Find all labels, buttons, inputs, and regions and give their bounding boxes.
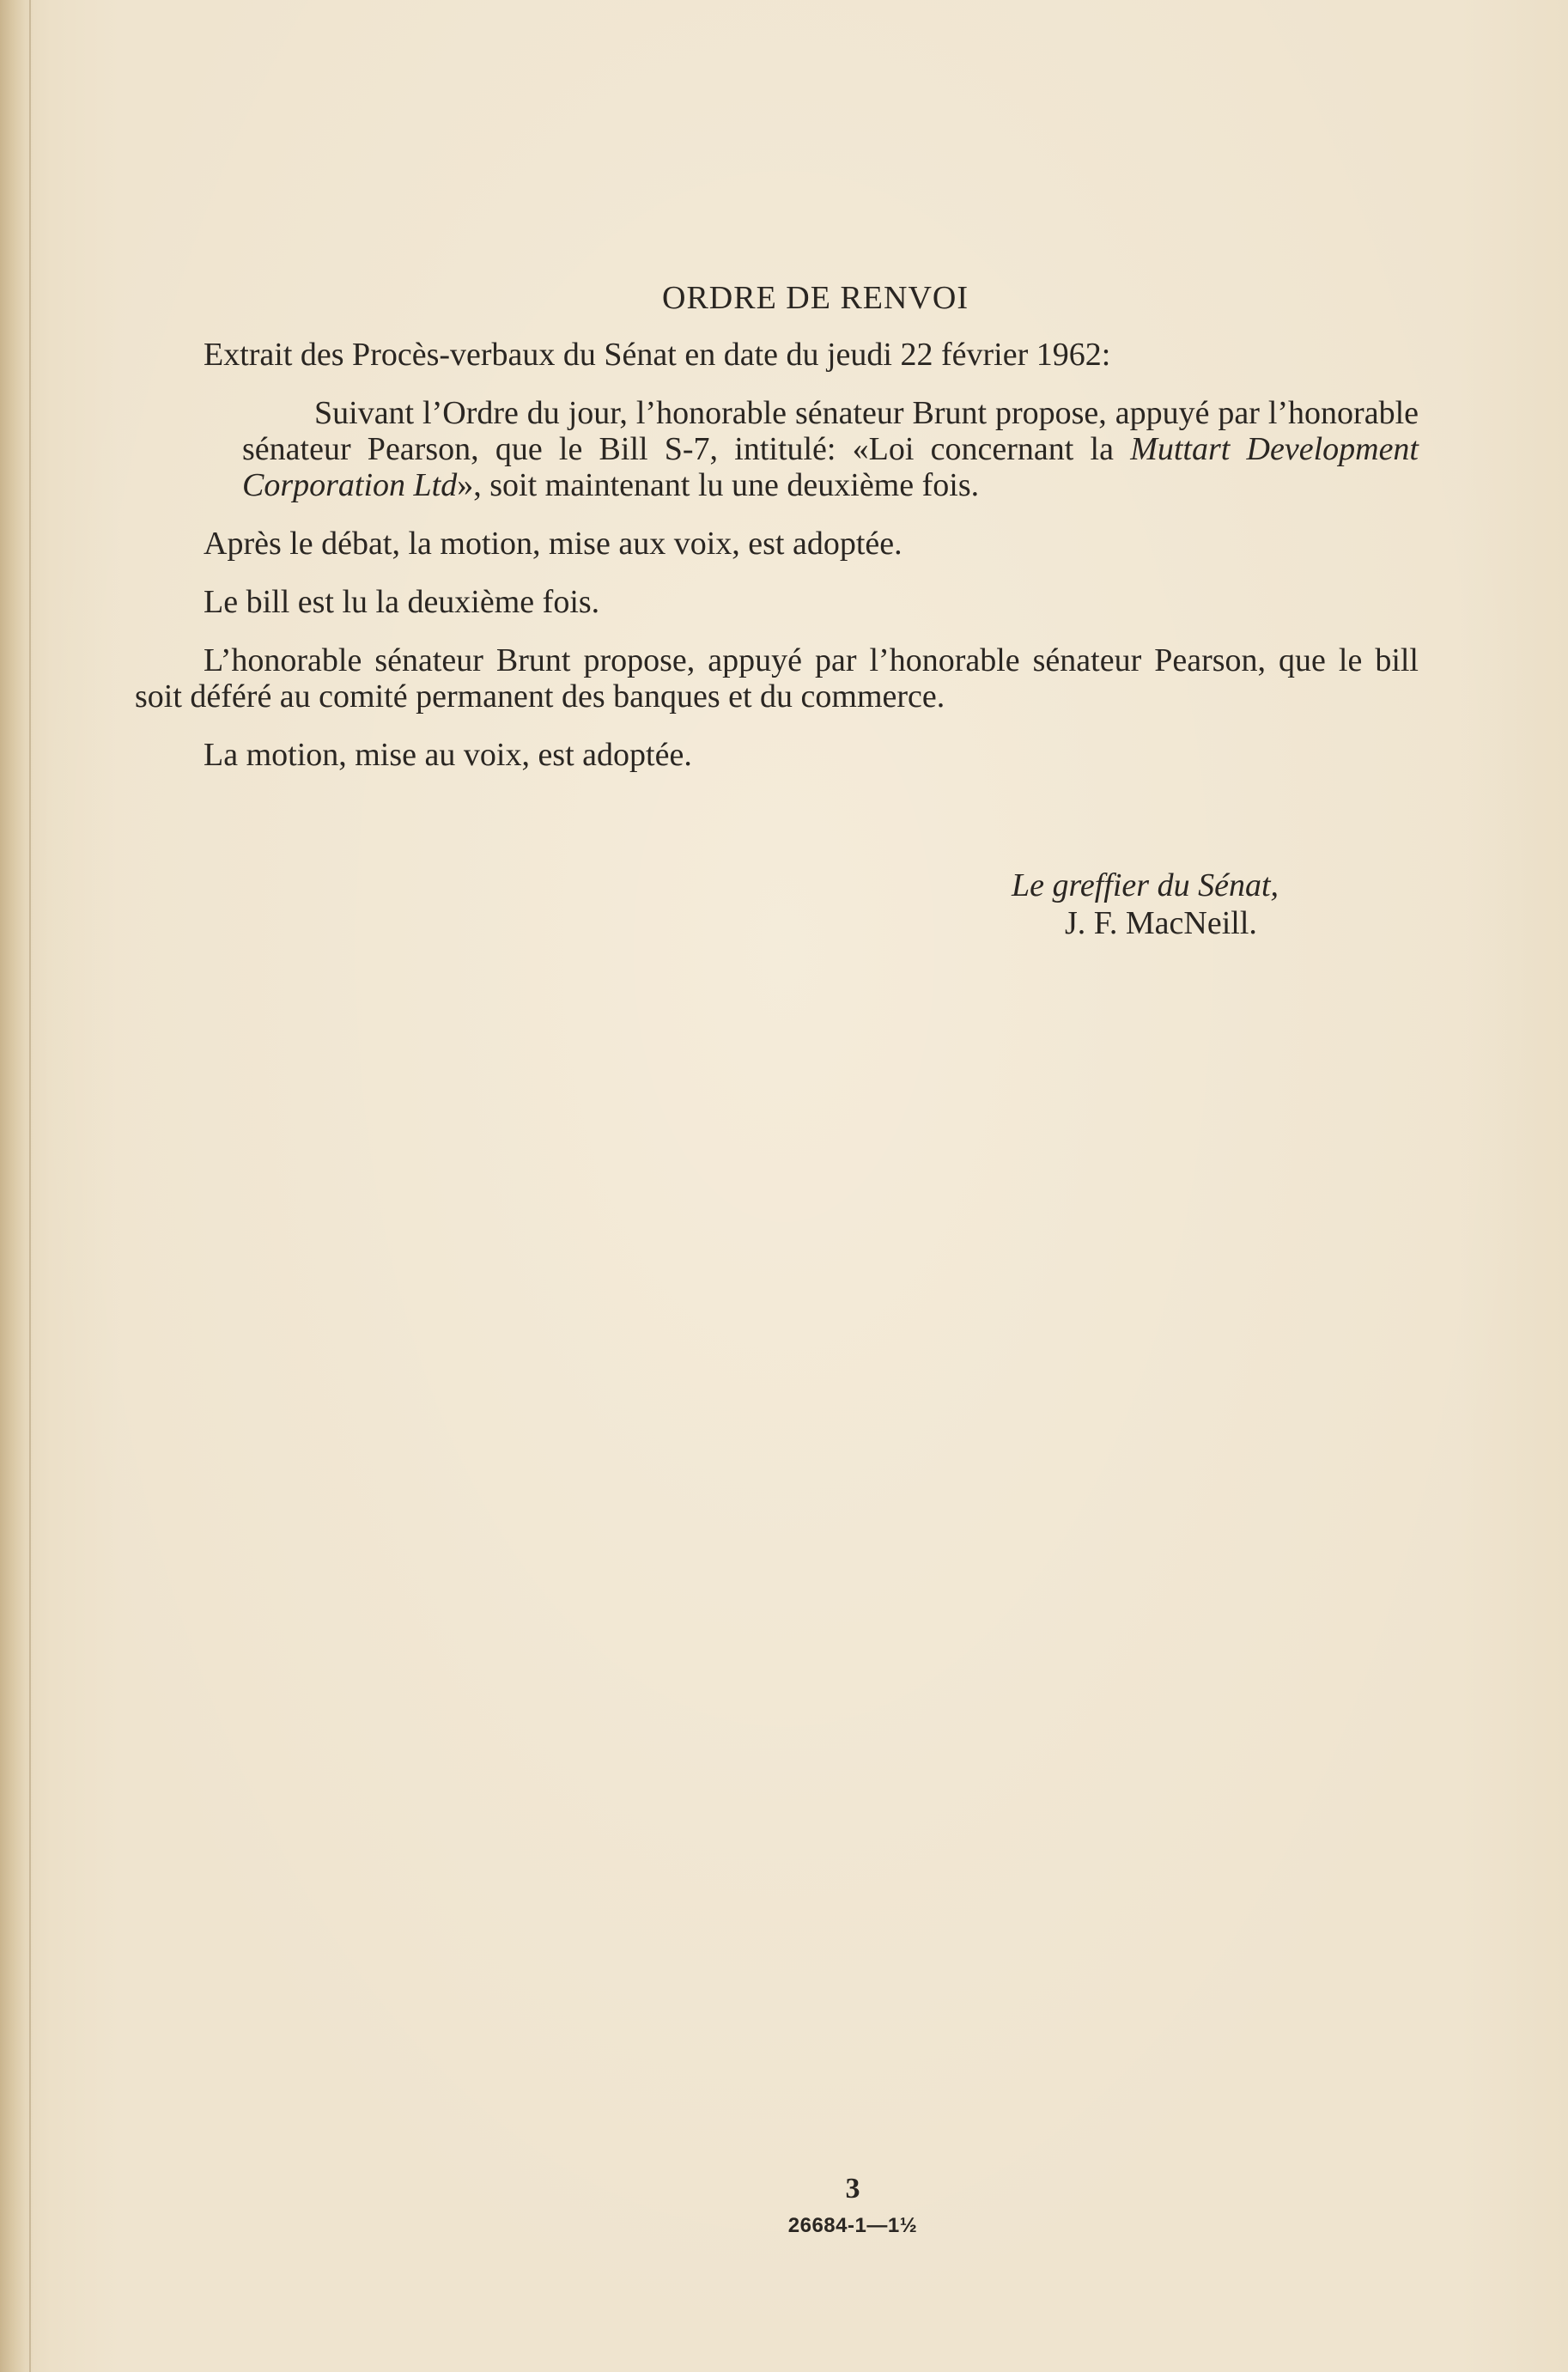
company-name: Muttart Development Corporation Ltd xyxy=(242,431,1419,503)
referral-paragraph: L’honorable sénateur Brunt propose, appuyé par l’honorable sénateur Pearson, que le bill soit déféré au comité permanent des banques et du commerce. xyxy=(135,642,1419,715)
binding-line xyxy=(29,0,31,2372)
motion-paragraph xyxy=(242,395,1419,503)
print-code: 26684-1—1½ xyxy=(787,2214,918,2237)
debate-paragraph: Après le débat, la motion, mise aux voix, est adoptée. xyxy=(204,526,903,562)
document-title: ORDRE DE RENVOI xyxy=(662,280,969,316)
motion-text-start: Suivant l’Ordre du jour, l’honorable sénateur Brunt propose, appuyé par l’honorable sénateur Pearson, que le Bill S-7, intitulé: «Loi concernant la xyxy=(242,395,1419,467)
page-number: 3 xyxy=(845,2173,860,2205)
signature-name: J. F. MacNeill. xyxy=(1065,905,1257,941)
signature-title: Le greffier du Sénat, xyxy=(1012,867,1279,903)
adopted-paragraph: La motion, mise au voix, est adoptée. xyxy=(204,737,692,773)
second-reading-paragraph: Le bill est lu la deuxième fois. xyxy=(204,584,600,620)
document-body xyxy=(135,280,1419,795)
motion-text-end: », soit maintenant lu une deuxième fois. xyxy=(457,467,980,503)
extract-line: Extrait des Procès-verbaux du Sénat en date du jeudi 22 février 1962: xyxy=(204,337,1111,373)
signature-block xyxy=(1012,867,1279,942)
